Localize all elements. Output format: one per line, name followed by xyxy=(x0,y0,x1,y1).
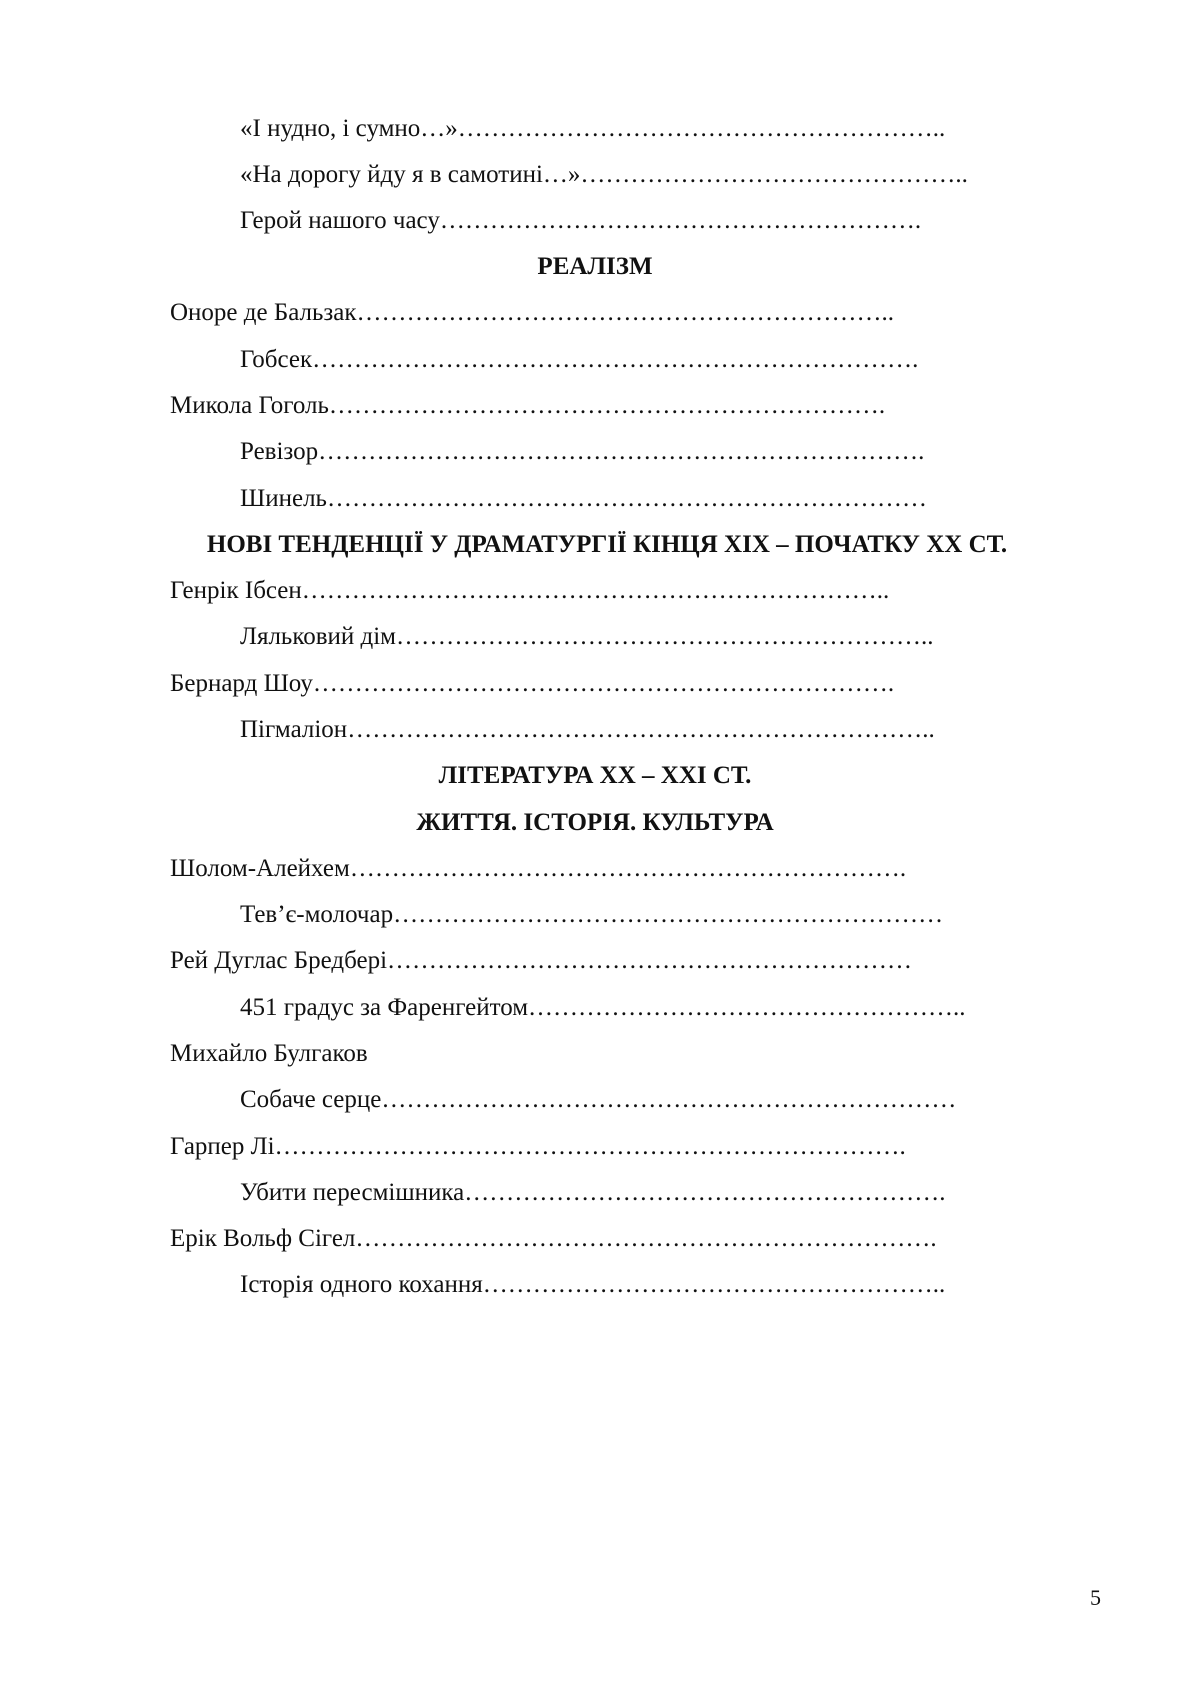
toc-entry-work: Герой нашого часу…………………………………………………. xyxy=(240,207,922,234)
toc-entry-author: Бернард Шоу……………………………………………………………. xyxy=(170,670,895,697)
section-heading: ЖИТТЯ. ІСТОРІЯ. КУЛЬТУРА xyxy=(416,809,774,836)
toc-entry-work: 451 градус за Фаренгейтом…………………………………………….. xyxy=(240,994,966,1021)
toc-entry-author: Рей Дуглас Бредбері……………………………………………………… xyxy=(170,947,913,974)
section-heading: НОВІ ТЕНДЕНЦІЇ У ДРАМАТУРГІЇ КІНЦЯ ХІХ – ПОЧАТКУ ХХ СТ. xyxy=(206,531,1008,558)
toc-entry-work: Гобсек………………………………………………………………. xyxy=(240,346,919,373)
toc-entry-work: Історія одного кохання……………………………………………….. xyxy=(240,1271,946,1298)
toc-entry-author: Гарпер Лі…………………………………………………………………. xyxy=(170,1133,906,1160)
section-heading: РЕАЛІЗМ xyxy=(537,253,653,280)
toc-entry-work: Тев’є-молочар………………………………………………………… xyxy=(240,901,944,928)
section-heading: ЛІТЕРАТУРА ХХ – ХХІ СТ. xyxy=(438,762,752,789)
toc-entry-author: Шолом-Алейхем…………………………………………………………. xyxy=(170,855,907,882)
toc-entry-work: Убити пересмішника…………………………………………………. xyxy=(240,1179,946,1206)
toc-entry-work: Ревізор………………………………………………………………. xyxy=(240,438,925,465)
toc-entry-author: Михайло Булгаков xyxy=(170,1040,368,1067)
toc-entry-author: Микола Гоголь…………………………………………………………. xyxy=(170,392,886,419)
page-number: 5 xyxy=(1090,1585,1101,1610)
toc-entry-work: Ляльковий дім……………………………………………………….. xyxy=(240,623,934,650)
toc-entry-work: Собаче серце…………………………………………………………… xyxy=(240,1086,957,1113)
toc-entry-work: «І нудно, і сумно…»………………………………………………….. xyxy=(240,115,946,142)
toc-entry-work: «На дорогу йду я в самотині…»……………………………………….. xyxy=(240,161,968,188)
toc-entry-work: Шинель……………………………………………………………… xyxy=(240,485,927,512)
toc-entry-author: Ерік Вольф Сігел……………………………………………………………. xyxy=(170,1225,937,1252)
toc-entry-author: Оноре де Бальзак……………………………………………………….. xyxy=(170,299,895,326)
toc-entry-author: Генрік Ібсен…………………………………………………………….. xyxy=(170,577,890,604)
toc-entry-work: Пігмаліон…………………………………………………………….. xyxy=(240,716,935,743)
